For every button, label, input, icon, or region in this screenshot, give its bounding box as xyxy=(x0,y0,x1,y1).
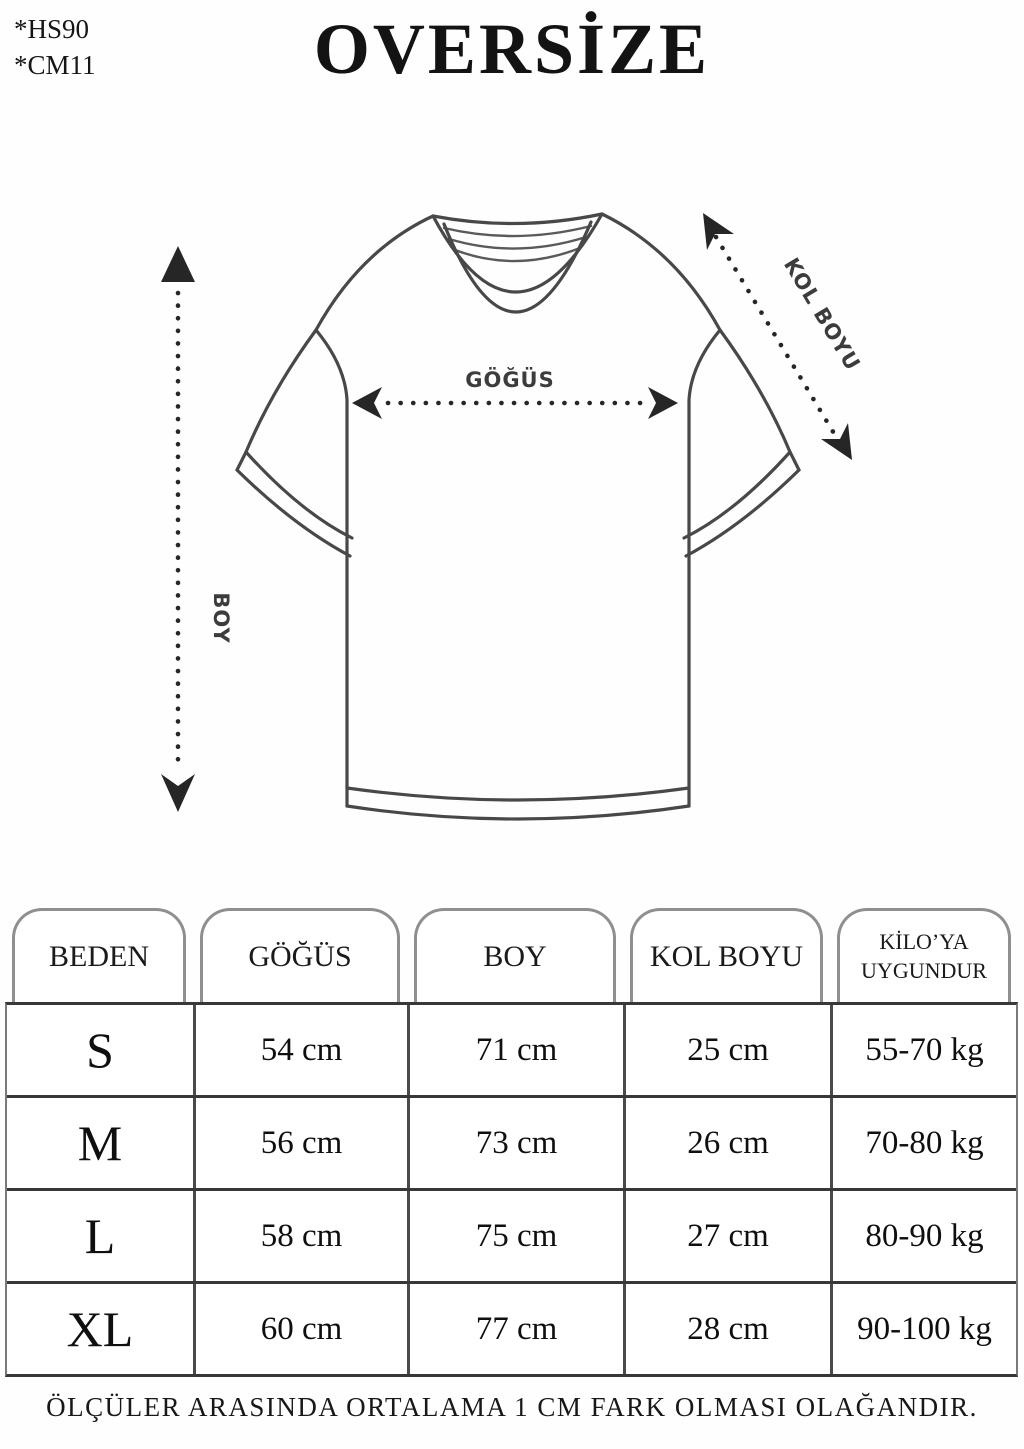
column-header-gogus xyxy=(200,908,400,1002)
sleeve-value: 25 cm xyxy=(623,1005,830,1095)
size-table xyxy=(5,902,1018,1377)
size-value: XL xyxy=(66,1301,134,1357)
chest-value: 56 cm xyxy=(193,1098,407,1188)
weight-value: 55-70 kg xyxy=(830,1005,1016,1095)
length-value: 73 cm xyxy=(407,1098,623,1188)
size-value: M xyxy=(77,1115,123,1171)
column-header-boy xyxy=(414,908,616,1002)
size-value: S xyxy=(86,1022,114,1078)
table-row-s xyxy=(7,1005,1016,1095)
length-measure-arrow xyxy=(161,246,195,812)
product-code-2: *CM11 xyxy=(14,49,96,80)
weight-value: 80-90 kg xyxy=(830,1191,1016,1281)
size-table-body xyxy=(5,1002,1018,1377)
table-row-m xyxy=(7,1095,1016,1188)
page-title: OVERSİZE xyxy=(313,9,711,89)
sleeve-value: 28 cm xyxy=(623,1284,830,1374)
weight-value: 90-100 kg xyxy=(830,1284,1016,1374)
tshirt-outline xyxy=(237,214,799,819)
length-value: 77 cm xyxy=(407,1284,623,1374)
length-value: 71 cm xyxy=(407,1005,623,1095)
size-table-header xyxy=(5,902,1018,1002)
column-header-beden xyxy=(12,908,186,1002)
arrow-up-icon xyxy=(161,246,195,282)
table-row-xl xyxy=(7,1281,1016,1374)
chest-value: 54 cm xyxy=(193,1005,407,1095)
column-header-label: KOL BOYU xyxy=(649,939,804,973)
column-header-label: GÖĞÜS xyxy=(248,939,352,973)
arrow-down-icon xyxy=(161,774,195,812)
chest-value: 58 cm xyxy=(193,1191,407,1281)
sleeve-measure-label: KOL BOYU xyxy=(778,253,866,376)
table-row-l xyxy=(7,1188,1016,1281)
footer-note: ÖLÇÜLER ARASINDA ORTALAMA 1 CM FARK OLMASI OLAĞANDIR. xyxy=(46,1392,978,1422)
sleeve-value: 27 cm xyxy=(623,1191,830,1281)
arrow-down-right-icon xyxy=(821,423,852,460)
arrow-right-icon xyxy=(648,387,678,419)
product-code-1: *HS90 xyxy=(14,14,90,44)
column-header-kiloya-uygundur xyxy=(837,908,1011,1002)
chest-measure-label: GÖĞÜS xyxy=(465,368,555,392)
column-header-label: BOY xyxy=(483,939,547,973)
chest-value: 60 cm xyxy=(193,1284,407,1374)
arrow-left-icon xyxy=(352,387,382,419)
column-header-label: BEDEN xyxy=(49,939,149,973)
column-header-label: KİLO’YA UYGUNDUR xyxy=(861,928,987,983)
weight-value: 70-80 kg xyxy=(830,1098,1016,1188)
size-value: L xyxy=(84,1208,116,1264)
length-value: 75 cm xyxy=(407,1191,623,1281)
column-header-kol-boyu xyxy=(630,908,823,1002)
length-measure-label: BOY xyxy=(209,592,233,644)
sleeve-value: 26 cm xyxy=(623,1098,830,1188)
arrow-up-left-icon xyxy=(703,213,734,250)
